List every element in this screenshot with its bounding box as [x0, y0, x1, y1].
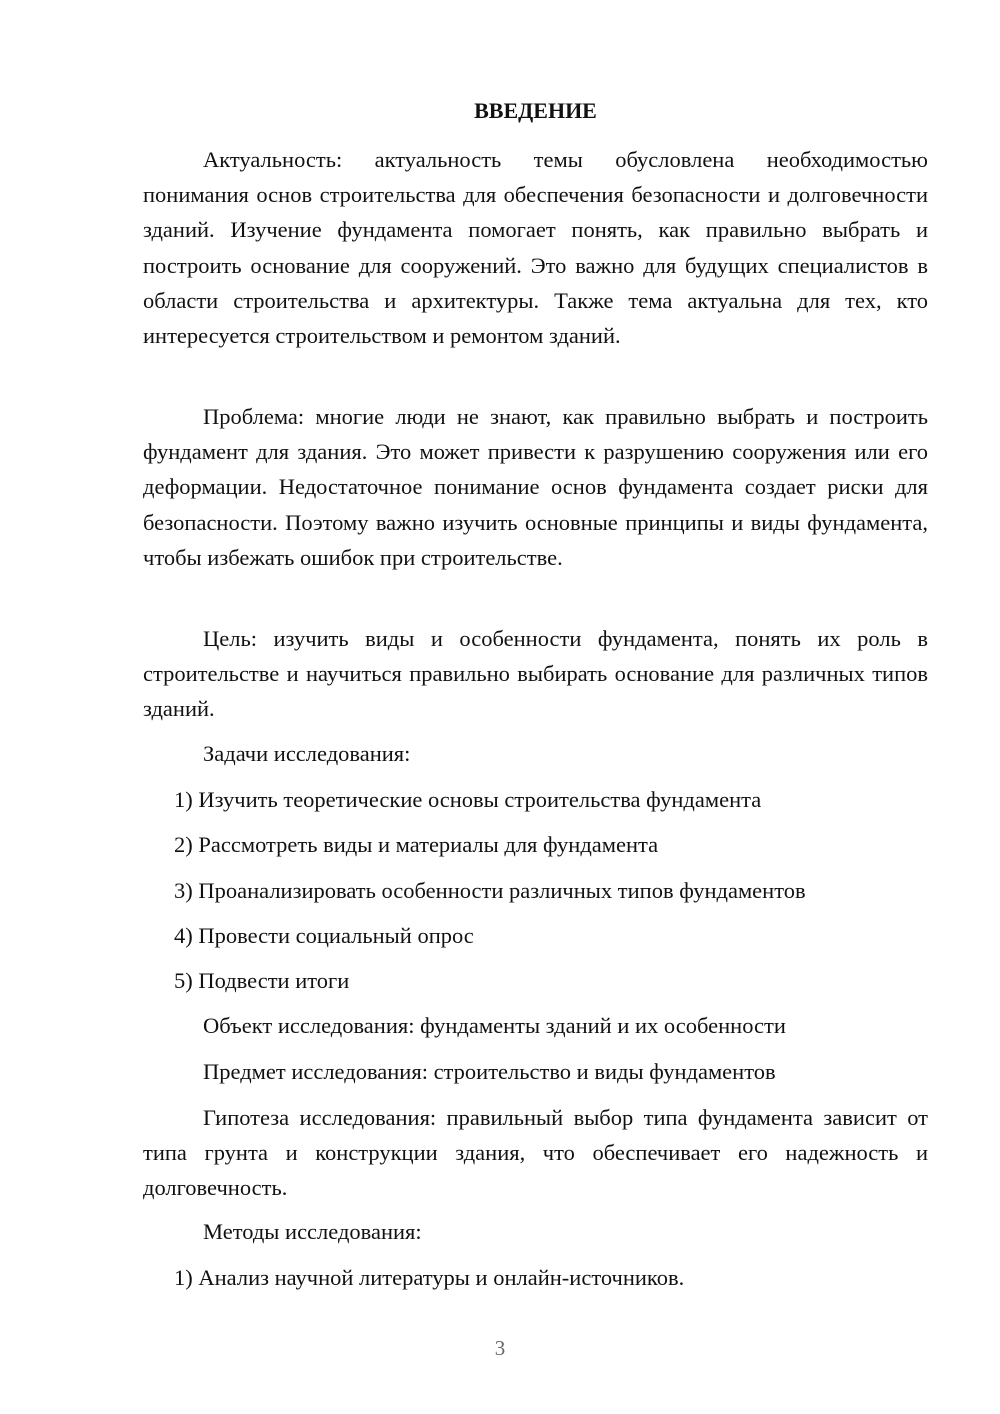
relevance-paragraph: Актуальность: актуальность темы обусловлена необходимостью понимания основ строительства для обеспечения безопасности и долговечности зданий. Изучение фундамента помогает понять, как правильно выбрать и построить основание для сооружений. Это важно для будущих специалистов в области строительства и архитектуры. Также тема актуальна для тех, кто интересуется строительством и ремонтом зданий. — [143, 147, 928, 349]
task-item: 3) Проанализировать особенности различных типов фундаментов — [174, 878, 806, 903]
task-item: 2) Рассмотреть виды и материалы для фундамента — [174, 832, 659, 857]
page-title: ВВЕДЕНИЕ — [474, 98, 597, 123]
research-object: Объект исследования: фундаменты зданий и их особенности — [203, 1013, 786, 1038]
methods-heading: Методы исследования: — [203, 1219, 422, 1244]
goal-paragraph: Цель: изучить виды и особенности фундамента, понять их роль в строительстве и научиться правильно выбирать основание для различных типов зданий. — [143, 626, 928, 722]
research-subject: Предмет исследования: строительство и виды фундаментов — [203, 1059, 776, 1084]
problem-paragraph: Проблема: многие люди не знают, как правильно выбрать и построить фундамент для здания. Это может привести к разрушению сооружения или его деформации. Недостаточное понимание основ фундамента создает риски для безопасности. Поэтому важно изучить основные принципы и виды фундамента, чтобы избежать ошибок при строительстве. — [143, 404, 928, 570]
tasks-heading: Задачи исследования: — [203, 741, 411, 766]
task-item: 4) Провести социальный опрос — [174, 923, 474, 948]
task-item: 5) Подвести итоги — [174, 968, 350, 993]
method-item: 1) Анализ научной литературы и онлайн-источников. — [174, 1265, 685, 1290]
task-item: 1) Изучить теоретические основы строительства фундамента — [174, 787, 762, 812]
page-number: 3 — [494, 1336, 506, 1360]
hypothesis-paragraph: Гипотеза исследования: правильный выбор типа фундамента зависит от типа грунта и конструкции здания, что обеспечивает его надежность и долговечность. — [143, 1105, 928, 1201]
